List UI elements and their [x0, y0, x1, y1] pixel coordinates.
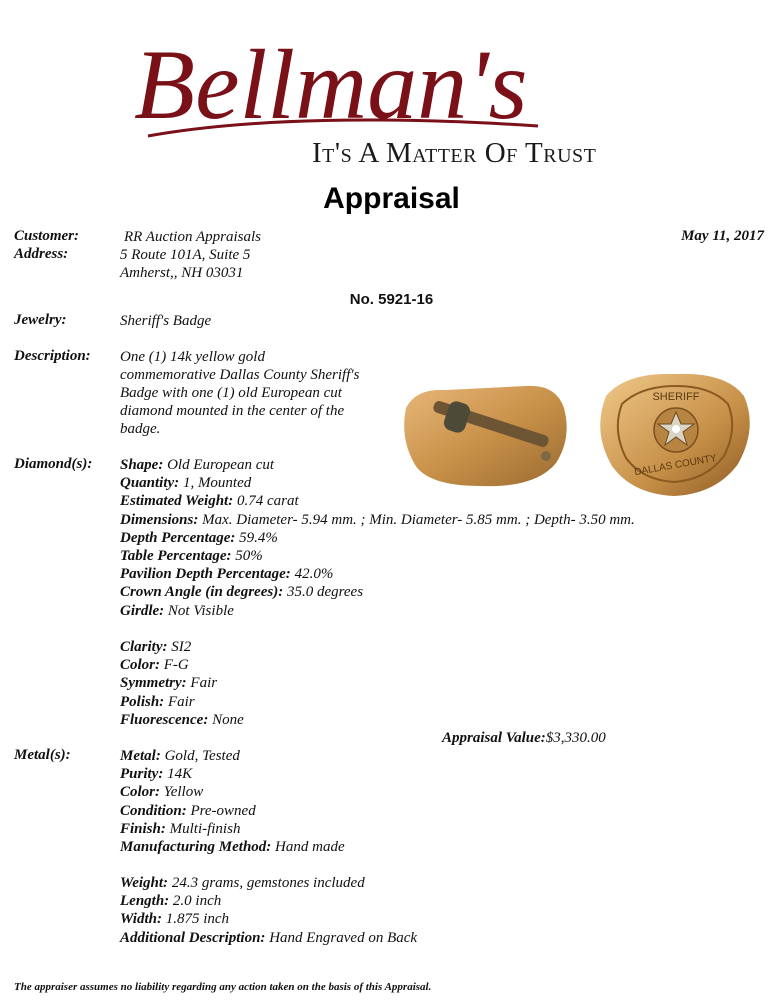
- customer-label: Customer:: [14, 228, 80, 244]
- spec-row: Quantity: 1, Mounted: [120, 475, 252, 492]
- page-title: Appraisal: [323, 182, 460, 215]
- address-label: Address:: [14, 246, 69, 262]
- address-line-2: Amherst,, NH 03031: [120, 265, 244, 281]
- spec-row: Weight: 24.3 grams, gemstones included: [120, 875, 365, 891]
- description-line: commemorative Dallas County Sheriff's: [120, 367, 360, 383]
- badge-top-text: SHERIFF: [652, 391, 700, 403]
- description-line: Badge with one (1) old European cut: [120, 385, 342, 401]
- spec-row: Condition: Pre-owned: [120, 802, 256, 819]
- description-label: Description:: [14, 348, 91, 364]
- spec-row: Clarity: SI2: [120, 639, 192, 655]
- spec-row: Girdle: Not Visible: [120, 602, 234, 619]
- spec-row: Length: 2.0 inch: [120, 893, 222, 910]
- liability-disclaimer: The appraiser assumes no liability regarding any action taken on the basis of this Appraisal.: [14, 981, 432, 993]
- spec-row: Finish: Multi-finish: [120, 820, 241, 837]
- appraisal-value: Appraisal Value:$3,330.00: [442, 730, 606, 746]
- spec-row: Crown Angle (in degrees): 35.0 degrees: [120, 584, 364, 601]
- spec-row: Shape: Old European cut: [120, 457, 275, 473]
- diamond-specs: [120, 456, 635, 620]
- description-line: One (1) 14k yellow gold: [120, 349, 265, 365]
- spec-row: Width: 1.875 inch: [120, 911, 230, 928]
- description-text: [120, 348, 410, 438]
- appraisal-number: No. 5921-16: [349, 291, 434, 308]
- customer-name: RR Auction Appraisals: [124, 229, 261, 245]
- brand-tagline: It's A Matter Of Trust: [312, 137, 597, 169]
- jewelry-label: Jewelry:: [14, 312, 67, 328]
- spec-row: Color: F-G: [120, 657, 189, 674]
- appraisal-date: May 11, 2017: [681, 228, 764, 244]
- description-line: badge.: [120, 421, 161, 437]
- spec-row: Pavilion Depth Percentage: 42.0%: [120, 566, 334, 583]
- diamond-grading: [120, 638, 244, 729]
- spec-row: Table Percentage: 50%: [120, 547, 263, 564]
- spec-row: Metal: Gold, Tested: [120, 748, 240, 764]
- jewelry-value: Sheriff's Badge: [120, 313, 212, 329]
- spec-row: Symmetry: Fair: [120, 675, 218, 692]
- diamonds-label: Diamond(s):: [14, 456, 93, 472]
- spec-row: Estimated Weight: 0.74 carat: [120, 493, 299, 510]
- metal-measurements: [120, 874, 417, 947]
- address-line-1: 5 Route 101A, Suite 5: [120, 247, 251, 263]
- logo-text: Bellman's: [134, 29, 528, 140]
- spec-row: Dimensions: Max. Diameter- 5.94 mm. ; Min. Diameter- 5.85 mm. ; Depth- 3.50 mm.: [120, 511, 635, 528]
- metal-specs: [120, 747, 345, 856]
- badge-bottom-text: DALLAS COUNTY: [633, 452, 718, 479]
- spec-row: Depth Percentage: 59.4%: [120, 529, 278, 546]
- description-line: diamond mounted in the center of the: [120, 403, 345, 419]
- spec-row: Manufacturing Method: Hand made: [120, 838, 345, 855]
- spec-row: Fluorescence: None: [120, 711, 244, 728]
- spec-row: Polish: Fair: [120, 693, 195, 710]
- spec-row: Purity: 14K: [120, 766, 193, 783]
- metal-label: Metal(s):: [14, 747, 71, 763]
- bellmans-logo: [128, 8, 548, 143]
- spec-row: Additional Description: Hand Engraved on Back: [120, 929, 418, 946]
- spec-row: Color: Yellow: [120, 784, 204, 801]
